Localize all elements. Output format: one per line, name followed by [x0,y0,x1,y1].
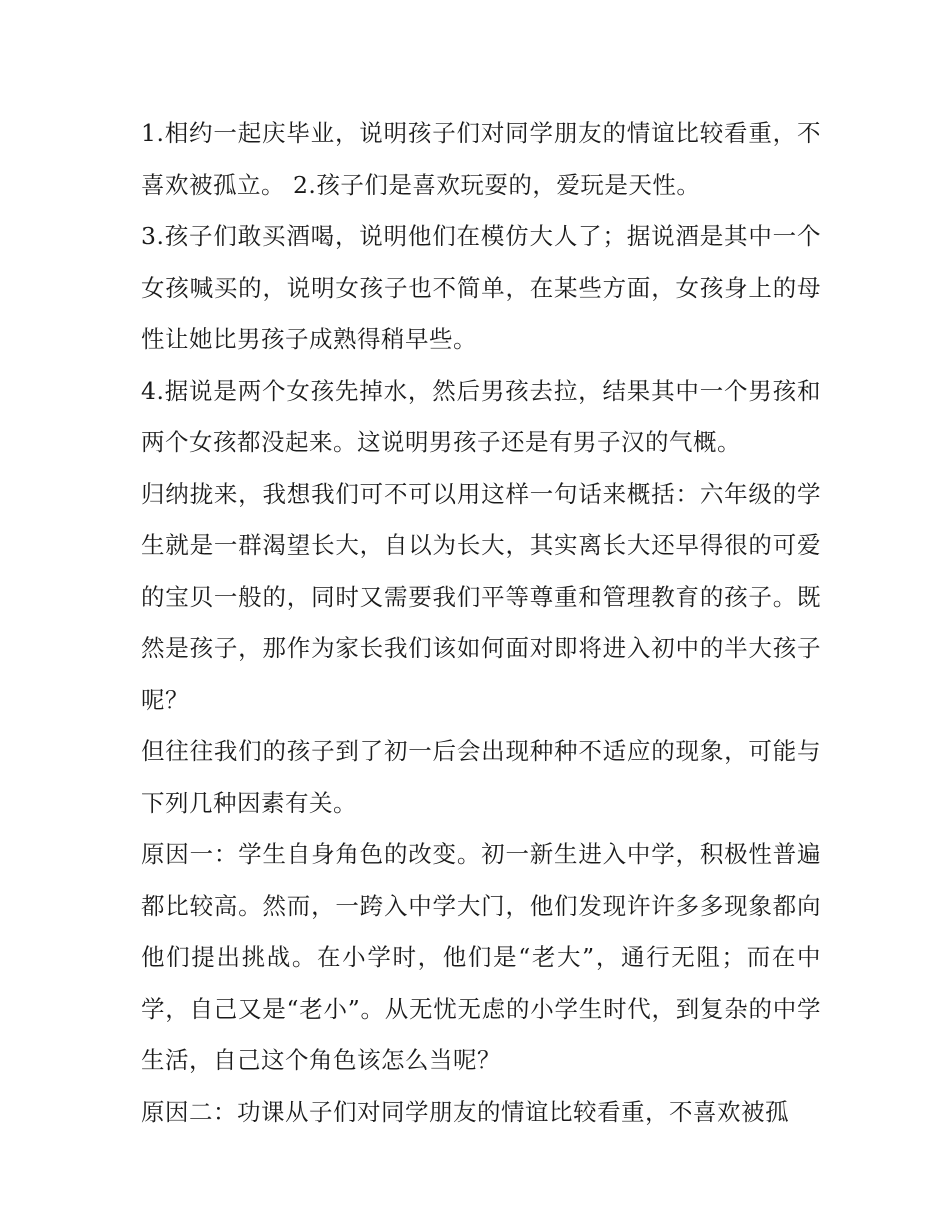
document-body [141,108,821,1138]
paragraph: 原因一：学生自身角色的改变。初一新生进入中学，积极性普遍都比较高。然而，一跨入中学大门，他们发现许许多多现象都向他们提出挑战。在小学时，他们是“老大”，通行无阻；而在中学，自己又是“老小”。从无忧无虑的小学生时代，到复杂的中学生活，自己这个角色该怎么当呢？ [141,840,821,1074]
paragraph: 但往往我们的孩子到了初一后会出现种种不适应的现象，可能与下列几种因素有关。 [141,737,821,817]
paragraph: 1.相约一起庆毕业，说明孩子们对同学朋友的情谊比较看重，不喜欢被孤立。 2.孩子们是喜欢玩耍的，爱玩是天性。 [141,119,821,199]
paragraph: 4.据说是两个女孩先掉水，然后男孩去拉，结果其中一个男孩和两个女孩都没起来。这说明男孩子还是有男子汉的气概。 [141,376,821,456]
paragraph: 原因二：功课从子们对同学朋友的情谊比较看重，不喜欢被孤 [141,1097,789,1126]
paragraph: 3.孩子们敢买酒喝，说明他们在模仿大人了；据说酒是其中一个女孩喊买的，说明女孩子也不简单，在某些方面，女孩身上的母性让她比男孩子成熟得稍早些。 [141,222,821,353]
paragraph: 归纳拢来，我想我们可不可以用这样一句话来概括：六年级的学生就是一群渴望长大，自以为长大，其实离长大还早得很的可爱的宝贝一般的，同时又需要我们平等尊重和管理教育的孩子。既然是孩子，那作为家长我们该如何面对即将进入初中的半大孩子呢？ [141,479,821,714]
